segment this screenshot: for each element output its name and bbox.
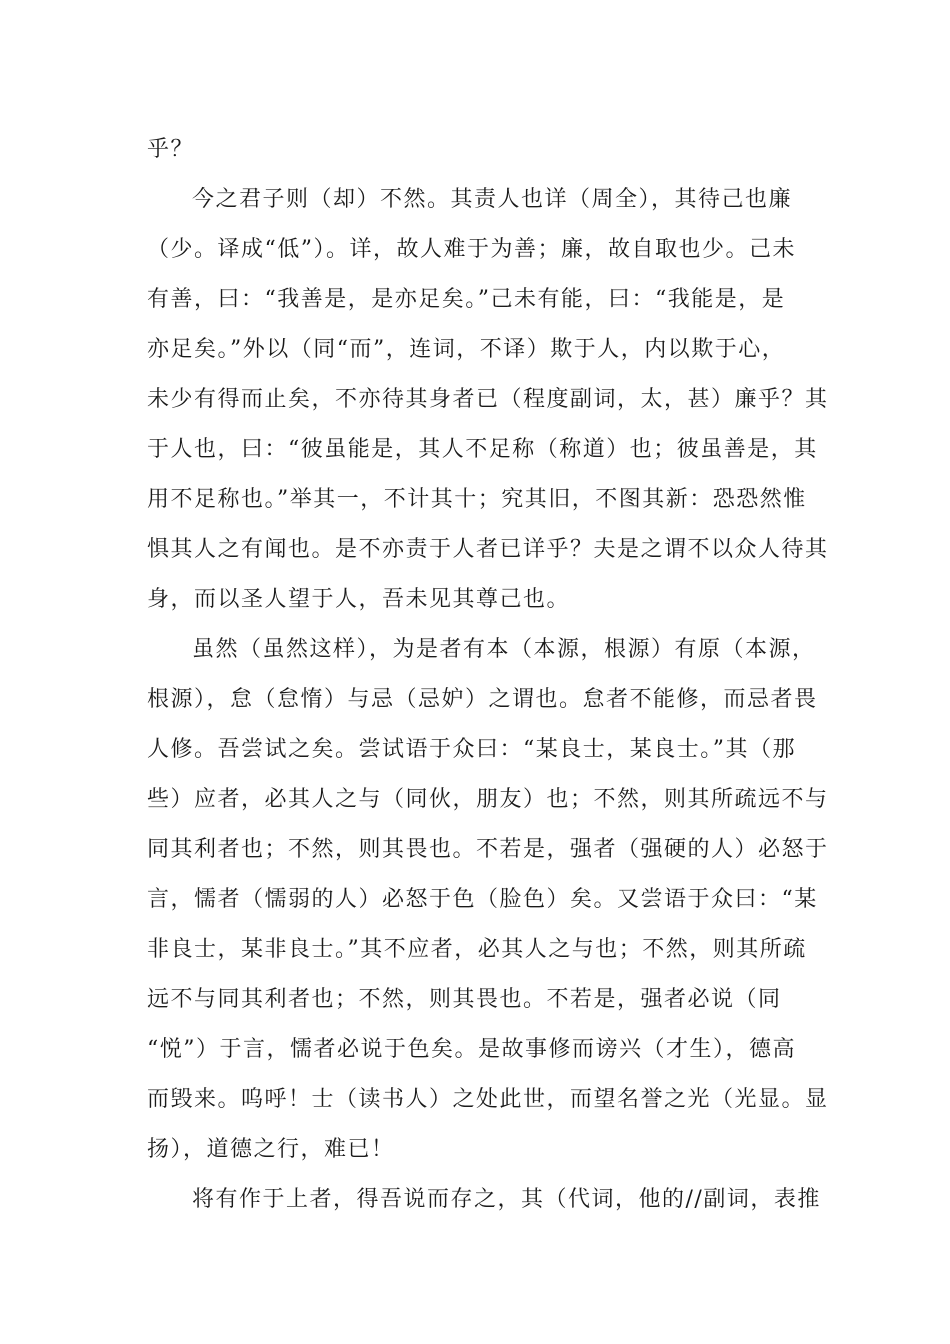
text-line: （少。译成“低”）。详，故人难于为善；廉，故自取也少。己未 [147, 237, 796, 262]
text-line: 而毁来。呜呼！士（读书人）之处此世，而望名誉之光（光显。显 [147, 1087, 829, 1112]
text-line: 身，而以圣人望于人，吾未见其尊己也。 [147, 587, 571, 612]
text-line: 根源），怠（怠惰）与忌（忌妒）之谓也。怠者不能修，而忌者畏 [147, 687, 818, 712]
text-line: 未少有得而止矣，不亦待其身者已（程度副词，太，甚）廉乎？其 [147, 387, 829, 412]
text-line: 虽然（虽然这样），为是者有本（本源，根源）有原（本源， [192, 637, 816, 662]
text-line: 亦足矣。”外以（同“而”，连词，不译）欺于人，内以欺于心， [147, 337, 786, 362]
text-line: 有善，曰：“我善是，是亦足矣。”己未有能，曰：“我能是，是 [147, 287, 786, 312]
text-line: 非良士，某非良士。”其不应者，必其人之与也；不然，则其所疏 [147, 937, 807, 962]
text-line: 惧其人之有闻也。是不亦责于人者已详乎？夫是之谓不以众人待其 [147, 537, 829, 562]
text-line: 用不足称也。”举其一，不计其十；究其旧，不图其新：恐恐然惟 [147, 487, 807, 512]
text-line: 些）应者，必其人之与（同伙，朋友）也；不然，则其所疏远不与 [147, 787, 829, 812]
text-line: 将有作于上者，得吾说而存之，其（代词，他的//副词，表推 [192, 1187, 821, 1212]
text-line: “悦”）于言，懦者必说于色矣。是故事修而谤兴（才生），德高 [147, 1037, 796, 1062]
text-line: 人修。吾尝试之矣。尝试语于众曰：“某良士，某良士。”其（那 [147, 737, 796, 762]
text-line: 乎？ [147, 137, 195, 162]
text-line: 扬），道德之行，难已！ [147, 1137, 395, 1162]
text-line: 言，懦者（懦弱的人）必怒于色（脸色）矣。又尝语于众曰：“某 [147, 887, 818, 912]
text-line: 远不与同其利者也；不然，则其畏也。不若是，强者必说（同 [147, 987, 782, 1012]
text-line: 今之君子则（却）不然。其责人也详（周全），其待己也廉 [192, 187, 793, 212]
text-line: 于人也，曰：“彼虽能是，其人不足称（称道）也；彼虽善是，其 [147, 437, 818, 462]
text-line: 同其利者也；不然，则其畏也。不若是，强者（强硬的人）必怒于 [147, 837, 829, 862]
